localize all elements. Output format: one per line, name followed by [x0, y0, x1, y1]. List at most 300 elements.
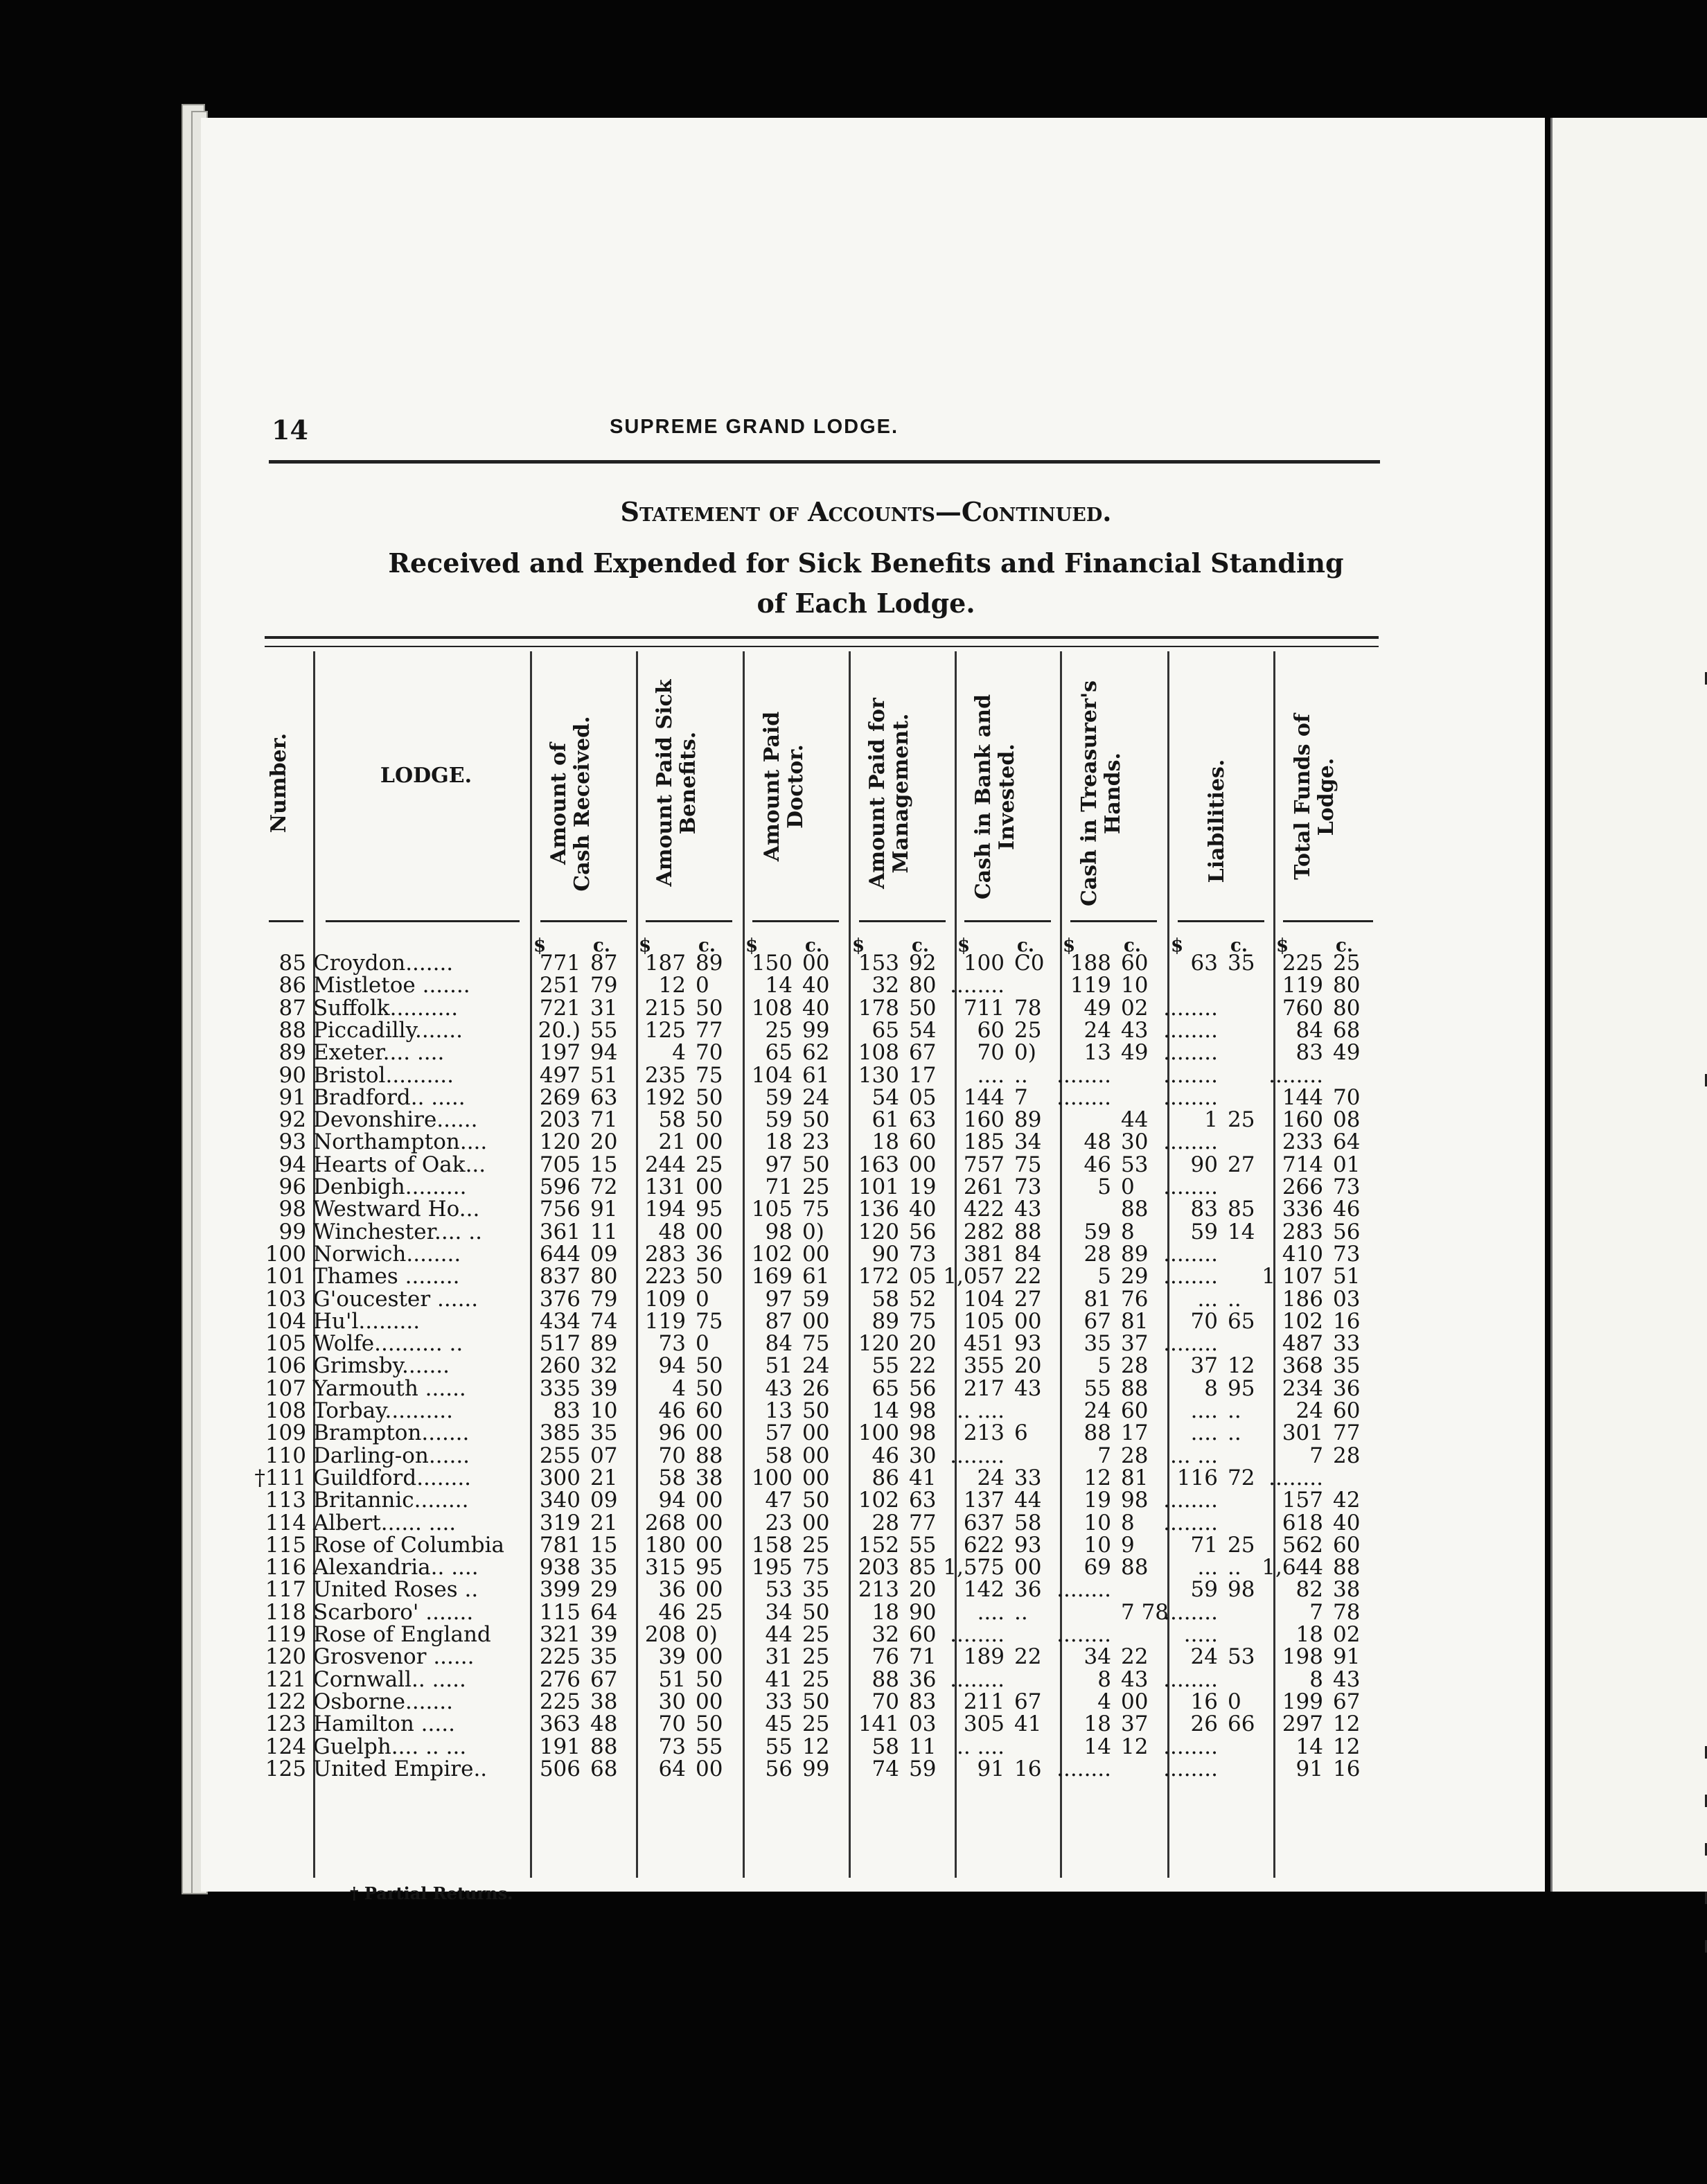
- table-row: [0, 1377, 1386, 1400]
- cents-cell: 79: [590, 973, 618, 998]
- cents-cell: 8: [1121, 1510, 1135, 1535]
- table-row: [0, 1489, 1386, 1511]
- cents-cell: 50: [802, 1398, 830, 1423]
- dollars-cell: ....: [977, 1599, 1005, 1625]
- dollars-cell: 422: [963, 1197, 1005, 1222]
- lodge-number: 117: [265, 1577, 306, 1603]
- cents-cell: 72: [590, 1174, 618, 1199]
- dollars-cell: 1,057: [943, 1264, 1005, 1289]
- dollars-cell: 84: [1295, 1017, 1323, 1043]
- dollars-cell: 59: [1084, 1219, 1111, 1244]
- cents-cell: 50: [696, 1107, 723, 1133]
- dollars-cell: 73: [658, 1331, 686, 1357]
- lodge-number: 114: [265, 1510, 306, 1535]
- cents-cell: 67: [590, 1666, 618, 1692]
- header-number: Number.: [267, 732, 291, 834]
- dollars-cell: 213: [858, 1577, 899, 1603]
- table-row: [0, 1623, 1386, 1646]
- cents-cell: 00: [696, 1420, 723, 1446]
- dollars-cell: 5: [1097, 1353, 1111, 1379]
- dollars-cell: 144: [1282, 1084, 1323, 1110]
- table-row: [0, 1400, 1386, 1422]
- cents-cell: 60: [909, 1622, 937, 1647]
- cents-cell: 25: [1333, 951, 1361, 976]
- dollars-cell: 57: [765, 1420, 793, 1446]
- cents-cell: 63: [590, 1084, 618, 1110]
- cents-cell: 80: [1333, 995, 1361, 1021]
- lodge-number: 108: [265, 1398, 306, 1423]
- dollars-cell: 74: [872, 1756, 899, 1781]
- dollars-cell: 203: [539, 1107, 581, 1133]
- cents-cell: 16: [1333, 1308, 1361, 1334]
- cents-cell: 60: [909, 1129, 937, 1155]
- lodge-number: 109: [265, 1420, 306, 1446]
- dollars-cell: 119: [1282, 973, 1323, 998]
- dollars-cell: 618: [1282, 1510, 1323, 1535]
- lodge-number: 98: [278, 1197, 306, 1222]
- dollars-cell: 4: [672, 1375, 686, 1401]
- cents-cell: 43: [1014, 1197, 1042, 1222]
- lodge-number: 90: [278, 1062, 306, 1088]
- cents-cell: 33: [1333, 1331, 1361, 1357]
- dollars-cell: 24: [1295, 1398, 1323, 1423]
- cents-cell: 34: [1014, 1129, 1042, 1155]
- dollars-cell: 94: [658, 1488, 686, 1513]
- cents-cell: 0): [696, 1622, 718, 1647]
- dollars-cell: 94: [658, 1353, 686, 1379]
- dollars-cell: .. ....: [957, 1398, 1005, 1423]
- dollars-cell: 56: [765, 1756, 793, 1781]
- cents-cell: 77: [909, 1510, 937, 1535]
- dollars-cell: 47: [765, 1488, 793, 1513]
- dollars-cell: 18: [1084, 1711, 1111, 1737]
- cents-cell: 52: [909, 1286, 937, 1312]
- table-row: [0, 1176, 1386, 1198]
- dollars-cell: 172: [858, 1264, 899, 1289]
- dollars-cell: 102: [751, 1241, 793, 1267]
- table-row: [0, 1578, 1386, 1601]
- cents-cell: 12: [1333, 1734, 1361, 1759]
- cents-cell: 00: [802, 1241, 830, 1267]
- cents-cell: 67: [909, 1040, 937, 1066]
- cents-cell: 50: [802, 1689, 830, 1714]
- cents-cell: 67: [1014, 1689, 1042, 1714]
- lodge-number: 107: [265, 1375, 306, 1401]
- dollars-cell: 88: [872, 1666, 899, 1692]
- header-rule: [1283, 920, 1373, 922]
- dollars-cell: 96: [658, 1420, 686, 1446]
- cents-cell: 00: [802, 1510, 830, 1535]
- dollars-cell: 283: [644, 1241, 686, 1267]
- dollars-cell: 368: [1282, 1353, 1323, 1379]
- dollars-cell: 104: [751, 1062, 793, 1088]
- dollars-cell: 24: [977, 1465, 1005, 1490]
- dollars-cell: ........: [1163, 1666, 1218, 1692]
- cents-cell: 85: [909, 1555, 937, 1580]
- lodge-number: 89: [278, 1040, 306, 1066]
- cents-cell: 80: [909, 973, 937, 998]
- dollars-cell: 376: [539, 1286, 581, 1312]
- cents-cell: 68: [590, 1756, 618, 1781]
- cents-cell: 91: [1333, 1644, 1361, 1670]
- lodge-number: 85: [278, 951, 306, 976]
- dollars-cell: 4: [672, 1040, 686, 1066]
- dollars-cell: 517: [539, 1331, 581, 1357]
- cents-cell: 80: [590, 1264, 618, 1289]
- header-paid-doctor: Amount Paid Doctor.: [760, 711, 808, 862]
- cents-cell: 25: [1228, 1532, 1255, 1558]
- lodge-name: Rose of England: [313, 1622, 491, 1647]
- table-row: [0, 1154, 1386, 1176]
- dollars-cell: ........: [1268, 1465, 1323, 1490]
- dollars-cell: .. ....: [957, 1734, 1005, 1759]
- cents-cell: 76: [1121, 1286, 1149, 1312]
- cents-cell: 51: [590, 1062, 618, 1088]
- dollars-cell: 55: [1084, 1375, 1111, 1401]
- dollars-cell: 637: [963, 1510, 1005, 1535]
- dollars-cell: 142: [963, 1577, 1005, 1603]
- dollars-cell: 34: [1084, 1644, 1111, 1670]
- lodge-name: Brampton.......: [313, 1420, 470, 1446]
- cents-cell: 21: [590, 1510, 618, 1535]
- dollars-cell: ........: [1056, 1622, 1111, 1647]
- dollars-cell: 49: [1084, 995, 1111, 1021]
- dollars-cell: 53: [765, 1577, 793, 1603]
- dollars-cell: 14: [872, 1398, 899, 1423]
- dollars-cell: 51: [658, 1666, 686, 1692]
- cents-cell: 95: [1228, 1375, 1255, 1401]
- dollars-cell: 108: [858, 1040, 899, 1066]
- lodge-name: United Roses ..: [313, 1577, 479, 1603]
- dollars-cell: 58: [658, 1465, 686, 1490]
- cents-cell: 19: [909, 1174, 937, 1199]
- dollars-cell: ........: [950, 1666, 1005, 1692]
- cents-cell: 67: [1333, 1689, 1361, 1714]
- lodge-name: Darling-on......: [313, 1443, 470, 1468]
- dollars-cell: 187: [644, 951, 686, 976]
- table-row: [0, 1332, 1386, 1355]
- cents-cell: 40: [802, 973, 830, 998]
- lodge-name: Scarboro' .......: [313, 1599, 474, 1625]
- cents-cell: 51: [1333, 1264, 1361, 1289]
- lodge-name: Albert...... ....: [313, 1510, 457, 1535]
- cents-cell: ..: [1228, 1286, 1241, 1312]
- cents-cell: 50: [909, 995, 937, 1021]
- cents-unit-label: c.: [1230, 935, 1248, 956]
- dollars-cell: 33: [765, 1689, 793, 1714]
- dollars-cell: 98: [765, 1219, 793, 1244]
- dollars-cell: 385: [539, 1420, 581, 1446]
- cents-cell: 8: [1121, 1219, 1135, 1244]
- cents-cell: 02: [1121, 995, 1149, 1021]
- dollars-cell: 562: [1282, 1532, 1323, 1558]
- cents-cell: 05: [909, 1264, 937, 1289]
- dollars-cell: 37: [1190, 1353, 1218, 1379]
- cents-cell: 26: [802, 1375, 830, 1401]
- lodge-number: 119: [265, 1622, 306, 1647]
- dollars-cell: 705: [539, 1152, 581, 1177]
- lodge-number: 123: [265, 1711, 306, 1737]
- dollars-cell: 487: [1282, 1331, 1323, 1357]
- dollars-cell: 381: [963, 1241, 1005, 1267]
- lodge-name: Grosvenor ......: [313, 1644, 475, 1670]
- dollars-cell: 58: [658, 1107, 686, 1133]
- dollars-cell: 137: [963, 1488, 1005, 1513]
- cents-cell: 43: [1333, 1666, 1361, 1692]
- dollars-cell: ....: [1190, 1420, 1218, 1446]
- page-title: Statement of Accounts—Continued.: [620, 496, 1112, 527]
- dollars-cell: 116: [1176, 1465, 1218, 1490]
- dollars-cell: 58: [765, 1443, 793, 1468]
- cents-cell: 60: [1121, 951, 1149, 976]
- dollars-cell: 198: [1282, 1644, 1323, 1670]
- dollars-cell: ... ...: [1170, 1443, 1218, 1468]
- dollars-cell: 10: [1084, 1510, 1111, 1535]
- dollars-cell: 266: [1282, 1174, 1323, 1199]
- dollars-cell: 81: [1084, 1286, 1111, 1312]
- dollars-cell: 30: [658, 1689, 686, 1714]
- cents-cell: 75: [802, 1331, 830, 1357]
- lodge-name: Mistletoe .......: [313, 973, 470, 998]
- dollars-cell: 70: [658, 1443, 686, 1468]
- cents-cell: 25: [696, 1152, 723, 1177]
- dollars-cell: 46: [658, 1398, 686, 1423]
- dollars-cell: 268: [644, 1510, 686, 1535]
- dollars-cell: ........: [1163, 1062, 1218, 1088]
- lodge-name: Westward Ho...: [313, 1197, 480, 1222]
- dollars-cell: ........: [1163, 1084, 1218, 1110]
- dollars-cell: 60: [977, 1017, 1005, 1043]
- dollars-cell: 714: [1282, 1152, 1323, 1177]
- lodge-name: Alexandria.. ....: [313, 1555, 479, 1580]
- dollars-cell: 213: [963, 1420, 1005, 1446]
- dollars-cell: 7: [1309, 1443, 1323, 1468]
- dollars-cell: 757: [963, 1152, 1005, 1177]
- dollars-cell: 63: [1190, 951, 1218, 976]
- dollars-cell: 191: [539, 1734, 581, 1759]
- cents-cell: 29: [1121, 1264, 1149, 1289]
- lodge-number: 100: [265, 1241, 306, 1267]
- cents-cell: 12: [802, 1734, 830, 1759]
- cents-cell: 10: [1121, 973, 1149, 998]
- cents-cell: 77: [1333, 1420, 1361, 1446]
- cents-cell: 38: [696, 1465, 723, 1490]
- header-rule: [1070, 920, 1157, 922]
- cents-cell: 89: [696, 951, 723, 976]
- cents-cell: 55: [590, 1017, 618, 1043]
- dollars-cell: ........: [1163, 1734, 1218, 1759]
- cents-unit-label: c.: [1124, 935, 1141, 956]
- cents-cell: 37: [1121, 1711, 1149, 1737]
- cents-cell: 56: [909, 1375, 937, 1401]
- lodge-number: 99: [278, 1219, 306, 1244]
- dollars-cell: 18: [765, 1129, 793, 1155]
- dollars-cell: 7: [1309, 1599, 1323, 1625]
- lodge-name: United Empire..: [313, 1756, 488, 1781]
- dollars-cell: 225: [539, 1644, 581, 1670]
- lodge-number: 106: [265, 1353, 306, 1379]
- dollars-cell: 83: [1295, 1040, 1323, 1066]
- cents-cell: 0: [1228, 1689, 1241, 1714]
- cents-cell: 88: [1121, 1555, 1149, 1580]
- dollars-cell: 120: [539, 1129, 581, 1155]
- dollars-cell: 163: [858, 1152, 899, 1177]
- cents-cell: 35: [590, 1420, 618, 1446]
- dollars-cell: 189: [963, 1644, 1005, 1670]
- dollars-cell: ........: [1056, 1062, 1111, 1088]
- cents-cell: 25: [696, 1599, 723, 1625]
- cents-cell: 98: [1228, 1577, 1255, 1603]
- cents-cell: 28: [1333, 1443, 1361, 1468]
- cents-cell: 56: [1333, 1219, 1361, 1244]
- dollars-cell: 59: [1190, 1219, 1218, 1244]
- lodge-name: Thames ........: [313, 1264, 460, 1289]
- dollars-cell: 100: [858, 1420, 899, 1446]
- cents-cell: 25: [802, 1622, 830, 1647]
- cents-cell: 28: [1121, 1353, 1149, 1379]
- dollars-cell: 157: [1282, 1488, 1323, 1513]
- dollars-cell: ........: [1163, 1510, 1218, 1535]
- cents-unit-label: c.: [912, 935, 929, 956]
- lodge-name: Guelph.... .. ...: [313, 1734, 467, 1759]
- lodge-name: Devonshire......: [313, 1107, 478, 1133]
- cents-cell: 50: [696, 1375, 723, 1401]
- dollars-cell: 26: [1190, 1711, 1218, 1737]
- cents-cell: 12: [1333, 1711, 1361, 1737]
- dollars-cell: 125: [644, 1017, 686, 1043]
- dollars-cell: 721: [539, 995, 581, 1021]
- dollars-cell: 711: [963, 995, 1005, 1021]
- cents-cell: 87: [590, 951, 618, 976]
- dollars-cell: 46: [872, 1443, 899, 1468]
- cents-cell: 35: [590, 1644, 618, 1670]
- dollars-cell: 319: [539, 1510, 581, 1535]
- cents-cell: 89: [590, 1331, 618, 1357]
- dollars-cell: 10: [1084, 1532, 1111, 1558]
- dollars-cell: 269: [539, 1084, 581, 1110]
- dollars-cell: 283: [1282, 1219, 1323, 1244]
- header-treasurer: Cash in Treasurer's Hands.: [1077, 680, 1125, 907]
- dollars-cell: 58: [872, 1286, 899, 1312]
- cents-cell: 92: [909, 951, 937, 976]
- cents-cell: 01: [1333, 1152, 1361, 1177]
- dollars-cell: 69: [1084, 1555, 1111, 1580]
- cents-unit-label: c.: [1017, 935, 1034, 956]
- dollars-cell: 18: [872, 1129, 899, 1155]
- header-rule: [1178, 920, 1264, 922]
- cents-cell: 81: [1121, 1465, 1149, 1490]
- lodge-number: 93: [278, 1129, 306, 1155]
- lodge-name: Rose of Columbia: [313, 1532, 505, 1558]
- cents-cell: 22: [1121, 1644, 1149, 1670]
- table-row: [0, 1646, 1386, 1668]
- table-row: [0, 1288, 1386, 1310]
- dollars-cell: ........: [1163, 1017, 1218, 1043]
- cents-cell: 30: [909, 1443, 937, 1468]
- cents-cell: 00: [1014, 1555, 1042, 1580]
- cents-cell: 99: [802, 1756, 830, 1781]
- cents-cell: 7 78: [1121, 1599, 1169, 1625]
- dollars-cell: 336: [1282, 1197, 1323, 1222]
- dollars-cell: 12: [658, 973, 686, 998]
- table-row: [0, 1243, 1386, 1265]
- dollars-cell: 64: [658, 1756, 686, 1781]
- dollar-unit-label: $: [1063, 935, 1076, 956]
- dollars-cell: ........: [950, 1622, 1005, 1647]
- dollars-cell: 67: [1084, 1308, 1111, 1334]
- cents-cell: 88: [1121, 1375, 1149, 1401]
- dollars-cell: 59: [765, 1084, 793, 1110]
- cents-unit-label: c.: [805, 935, 822, 956]
- dollars-cell: 105: [751, 1197, 793, 1222]
- dollars-cell: 141: [858, 1711, 899, 1737]
- table-row: [0, 974, 1386, 996]
- cents-cell: 70: [1333, 1084, 1361, 1110]
- cents-cell: 44: [1014, 1488, 1042, 1513]
- dollars-cell: 771: [539, 951, 581, 976]
- dollars-cell: ........: [1163, 1040, 1218, 1066]
- cents-cell: 11: [590, 1219, 618, 1244]
- dollars-cell: 315: [644, 1555, 686, 1580]
- cents-cell: 75: [802, 1197, 830, 1222]
- cents-cell: 53: [1121, 1152, 1149, 1177]
- table-row: [0, 1310, 1386, 1332]
- dollars-cell: 244: [644, 1152, 686, 1177]
- table-row: [0, 1131, 1386, 1153]
- dollars-cell: 150: [751, 951, 793, 976]
- lodge-number: 110: [265, 1443, 306, 1468]
- dollars-cell: ........: [1056, 1084, 1111, 1110]
- dollars-cell: 70: [1190, 1308, 1218, 1334]
- cents-cell: 70: [696, 1040, 723, 1066]
- cents-cell: 93: [1014, 1331, 1042, 1357]
- page-number: 14: [272, 414, 308, 446]
- cents-cell: 39: [590, 1375, 618, 1401]
- dollars-cell: ........: [1163, 995, 1218, 1021]
- cents-cell: 43: [1014, 1375, 1042, 1401]
- cents-cell: 36: [909, 1666, 937, 1692]
- dollars-cell: 255: [539, 1443, 581, 1468]
- header-rule: [269, 920, 303, 922]
- dollars-cell: 18: [872, 1599, 899, 1625]
- cents-cell: 11: [909, 1734, 937, 1759]
- cents-cell: 00: [696, 1510, 723, 1535]
- dollars-cell: 300: [539, 1465, 581, 1490]
- header-cash-received: Amount of Cash Received.: [547, 716, 594, 892]
- dollars-cell: 102: [858, 1488, 899, 1513]
- footnote: † Partial Returns.: [350, 1883, 513, 1903]
- cents-cell: 0): [1014, 1040, 1036, 1066]
- cents-cell: 48: [590, 1711, 618, 1737]
- dollars-cell: 225: [1282, 951, 1323, 976]
- cents-cell: 33: [1014, 1465, 1042, 1490]
- cents-cell: 00: [802, 951, 830, 976]
- lodge-name: Torbay..........: [313, 1398, 454, 1423]
- cents-cell: 35: [1228, 951, 1255, 976]
- dollars-cell: 223: [644, 1264, 686, 1289]
- header-total-funds: Total Funds of Lodge.: [1291, 714, 1338, 880]
- dollars-cell: 39: [658, 1644, 686, 1670]
- cents-cell: 22: [1014, 1264, 1042, 1289]
- dollars-cell: ........: [1056, 1577, 1111, 1603]
- dollars-cell: 35: [1084, 1331, 1111, 1357]
- cents-cell: 27: [1014, 1286, 1042, 1312]
- cents-cell: 71: [909, 1644, 937, 1670]
- cents-cell: 15: [590, 1532, 618, 1558]
- dollars-cell: 32: [872, 1622, 899, 1647]
- cents-cell: 50: [802, 1488, 830, 1513]
- lodge-number: 104: [265, 1308, 306, 1334]
